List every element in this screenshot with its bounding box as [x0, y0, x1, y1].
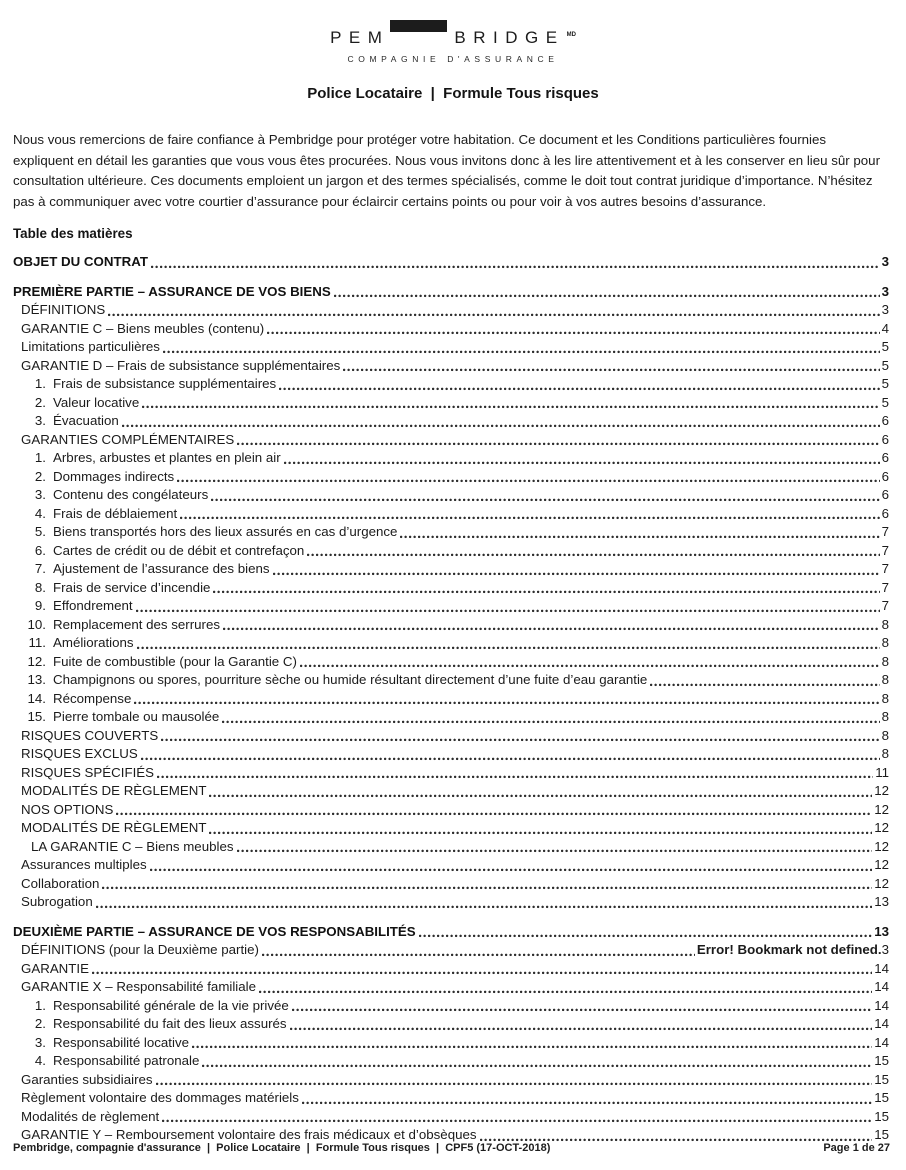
- toc-entry-number: 10.: [27, 616, 46, 632]
- dotted-leader: [96, 905, 872, 909]
- dotted-leader: [192, 1045, 872, 1049]
- toc: [13, 253, 889, 1145]
- dotted-leader: [136, 609, 880, 613]
- dotted-leader: [262, 953, 695, 957]
- toc-entry-page: 8: [881, 616, 889, 632]
- toc-entry-label: Limitations particulières: [21, 339, 160, 355]
- toc-entry-page: 5: [881, 394, 889, 410]
- toc-entry-number: 2.: [34, 394, 46, 410]
- toc-entry[interactable]: [13, 745, 889, 764]
- dotted-leader: [259, 990, 872, 994]
- toc-entry-label: Frais de subsistance supplémentaires: [53, 376, 277, 392]
- toc-entry-number: 6.: [34, 542, 46, 558]
- toc-entry-label: Fuite de combustible (pour la Garantie C): [53, 653, 297, 669]
- toc-entry-page: 7: [881, 524, 889, 540]
- toc-entry[interactable]: [13, 941, 889, 960]
- brand-right-text: BRIDGE: [454, 28, 565, 47]
- dotted-leader: [150, 868, 873, 872]
- dotted-leader: [334, 294, 880, 298]
- toc-entry[interactable]: [13, 320, 889, 339]
- toc-entry-number: 14.: [27, 690, 46, 706]
- dotted-leader: [137, 646, 880, 650]
- toc-entry-number: 15.: [27, 709, 46, 725]
- dotted-leader: [267, 331, 879, 335]
- dotted-leader: [419, 934, 873, 938]
- toc-entry-label: GARANTIE C – Biens meubles (contenu): [21, 320, 265, 336]
- toc-entry[interactable]: [13, 708, 889, 727]
- dotted-leader: [108, 313, 879, 317]
- toc-entry-label: Valeur locative: [53, 394, 140, 410]
- toc-entry-label: OBJET DU CONTRAT: [13, 254, 148, 270]
- toc-entry-label: Biens transportés hors des lieux assurés en cas d’urgence: [53, 524, 398, 540]
- dotted-leader: [290, 1027, 873, 1031]
- dotted-leader: [300, 664, 880, 668]
- toc-entry-page: 4: [881, 320, 889, 336]
- toc-entry[interactable]: [13, 893, 889, 912]
- toc-entry-page: 15: [874, 1090, 889, 1106]
- dotted-leader: [161, 738, 879, 742]
- toc-entry[interactable]: [13, 782, 889, 801]
- toc-entry-page: 5: [881, 339, 889, 355]
- dotted-leader: [209, 831, 872, 835]
- toc-entry-page: 8: [881, 653, 889, 669]
- toc-entry[interactable]: [13, 301, 889, 320]
- toc-entry-label: Arbres, arbustes et plantes en plein air: [53, 450, 281, 466]
- toc-entry-number: 7.: [34, 561, 46, 577]
- toc-entry[interactable]: [13, 960, 889, 979]
- toc-entry[interactable]: [13, 690, 889, 709]
- toc-entry-page: 14: [874, 997, 889, 1013]
- toc-entry-error-text: Error! Bookmark not defined.: [696, 942, 882, 958]
- intro-line: pas à communiquer avec votre courtier d’assurance pour éclaircir certains points ou pour voir à vos autres besoins d’assurance.: [13, 193, 767, 209]
- toc-entry[interactable]: [13, 283, 889, 302]
- toc-entry-label: Pierre tombale ou mausolée: [53, 709, 220, 725]
- dotted-leader: [211, 498, 879, 502]
- toc-entry[interactable]: [13, 1015, 889, 1034]
- toc-entry-label: Dommages indirects: [53, 468, 175, 484]
- toc-entry-number: 3.: [34, 413, 46, 429]
- toc-entry[interactable]: [13, 542, 889, 561]
- toc-entry[interactable]: [13, 856, 889, 875]
- toc-entry-label: NOS OPTIONS: [21, 801, 114, 817]
- toc-entry-label: DÉFINITIONS: [21, 302, 106, 318]
- toc-entry-label: DÉFINITIONS (pour la Deuxième partie): [21, 942, 259, 958]
- toc-entry-label: Améliorations: [53, 635, 134, 651]
- toc-entry-page: 5: [881, 376, 889, 392]
- dotted-leader: [151, 265, 880, 269]
- footer-document-info: Pembridge, compagnie d'assurance | Police Locataire | Formule Tous risques | CPF5 (17-OCT-2018): [13, 1142, 551, 1154]
- toc-entry-page: 7: [881, 542, 889, 558]
- toc-entry[interactable]: [13, 616, 889, 635]
- toc-entry[interactable]: [13, 653, 889, 672]
- toc-entry-page: 7: [881, 598, 889, 614]
- toc-entry[interactable]: [13, 671, 889, 690]
- toc-entry-page: 8: [881, 709, 889, 725]
- toc-entry[interactable]: [13, 923, 889, 942]
- toc-entry-label: RISQUES COUVERTS: [21, 727, 159, 743]
- dotted-leader: [134, 701, 879, 705]
- toc-entry-label: Collaboration: [21, 875, 100, 891]
- toc-entry-page: 6: [881, 505, 889, 521]
- toc-entry-page: 8: [881, 635, 889, 651]
- toc-entry-number: 5.: [34, 524, 46, 540]
- toc-entry-number: 9.: [34, 598, 46, 614]
- toc-entry-number: 3.: [34, 487, 46, 503]
- dotted-leader: [302, 1101, 872, 1105]
- toc-entry-page: 3: [881, 302, 889, 318]
- toc-entry-label: Responsabilité patronale: [53, 1053, 200, 1069]
- toc-entry-number: 3.: [34, 1034, 46, 1050]
- toc-entry[interactable]: [13, 819, 889, 838]
- toc-entry-page: 6: [881, 487, 889, 503]
- dotted-leader: [180, 516, 879, 520]
- toc-entry-label: MODALITÉS DE RÈGLEMENT: [21, 783, 207, 799]
- toc-entry-page: 12: [874, 857, 889, 873]
- dotted-leader: [650, 683, 879, 687]
- toc-entry-number: 4.: [34, 1053, 46, 1069]
- toc-entry-label: Modalités de règlement: [21, 1108, 160, 1124]
- toc-entry-page: 12: [874, 801, 889, 817]
- toc-entry-page: 13: [874, 894, 889, 910]
- bridge-bar-icon: [390, 20, 447, 32]
- toc-entry-label: Subrogation: [21, 894, 93, 910]
- toc-entry-label: Assurances multiples: [21, 857, 147, 873]
- toc-entry-label: Champignons ou spores, pourriture sèche ou humide résultant directement d’une fuite d’eau garantie: [53, 672, 648, 688]
- brand-left-text: PEM: [330, 28, 390, 47]
- toc-entry-label: Effondrement: [53, 598, 133, 614]
- toc-entry-label: RISQUES SPÉCIFIÉS: [21, 764, 155, 780]
- toc-entry-number: 8.: [34, 579, 46, 595]
- toc-entry[interactable]: [13, 1071, 889, 1090]
- toc-entry[interactable]: [13, 468, 889, 487]
- toc-heading: Table des matières: [13, 226, 133, 242]
- dotted-leader: [177, 479, 879, 483]
- toc-entry-label: GARANTIE D – Frais de subsistance supplémentaires: [21, 357, 341, 373]
- toc-entry-label: Récompense: [53, 690, 132, 706]
- toc-entry[interactable]: [13, 375, 889, 394]
- dotted-leader: [237, 849, 873, 853]
- toc-entry-number: 11.: [28, 635, 46, 651]
- toc-entry-page: 6: [881, 450, 889, 466]
- toc-entry[interactable]: [13, 764, 889, 783]
- toc-entry[interactable]: [13, 801, 889, 820]
- dotted-leader: [273, 572, 880, 576]
- toc-entry[interactable]: [13, 486, 889, 505]
- toc-entry[interactable]: [13, 875, 889, 894]
- toc-entry-label: Frais de déblaiement: [53, 505, 178, 521]
- toc-entry[interactable]: [13, 1089, 889, 1108]
- toc-entry-page: 5: [881, 357, 889, 373]
- toc-entry-label: RISQUES EXCLUS: [21, 746, 138, 762]
- toc-entry-label: Ajustement de l’assurance des biens: [53, 561, 270, 577]
- toc-entry-label: Contenu des congélateurs: [53, 487, 209, 503]
- intro-paragraph: [13, 130, 890, 212]
- dotted-leader: [157, 775, 873, 779]
- dotted-leader: [222, 720, 879, 724]
- toc-entry[interactable]: [13, 357, 889, 376]
- toc-entry-label: GARANTIES COMPLÉMENTAIRES: [21, 431, 235, 447]
- toc-entry-number: 12.: [27, 653, 46, 669]
- toc-entry-page: 15: [874, 1071, 889, 1087]
- toc-entry-label: Cartes de crédit ou de débit et contrefaçon: [53, 542, 305, 558]
- toc-entry-number: 2.: [34, 1016, 46, 1032]
- toc-entry-label: LA GARANTIE C – Biens meubles: [31, 838, 234, 854]
- document-title: Police Locataire | Formule Tous risques: [307, 85, 599, 102]
- toc-entry-number: 1.: [34, 450, 46, 466]
- toc-entry-page: 8: [881, 672, 889, 688]
- toc-entry-page: 8: [881, 746, 889, 762]
- trademark-superscript: MD: [566, 32, 576, 38]
- intro-line: Nous vous remercions de faire confiance à Pembridge pour protéger votre habitation. Ce document et les Conditions particulières fournies: [13, 132, 827, 147]
- dotted-leader: [209, 794, 872, 798]
- toc-entry-page: 6: [881, 431, 889, 447]
- toc-entry-label: GARANTIE X – Responsabilité familiale: [21, 979, 257, 995]
- toc-entry[interactable]: [13, 449, 889, 468]
- toc-entry-page: 12: [874, 838, 889, 854]
- dotted-leader: [223, 627, 880, 631]
- toc-entry-number: 4.: [34, 505, 46, 521]
- intro-line: expliquent en détail les garanties que vous vous êtes procurées. Nous vous invitons donc à les lire attentivement et à les conserver en lieu sûr pour: [13, 152, 881, 168]
- toc-entry-page: 15: [874, 1108, 889, 1124]
- toc-entry-label: Responsabilité locative: [53, 1034, 190, 1050]
- intro-line: consultation ultérieure. Ces documents emploient un jargon et des termes spécialisés, comme le doit tout contrat juridique d’importance. N’hésitez: [13, 173, 873, 189]
- toc-entry[interactable]: [13, 560, 889, 579]
- toc-entry[interactable]: [13, 1034, 889, 1053]
- dotted-leader: [102, 886, 872, 890]
- dotted-leader: [307, 553, 879, 557]
- toc-entry[interactable]: [13, 978, 889, 997]
- dotted-leader: [279, 387, 879, 391]
- toc-entry[interactable]: [13, 838, 889, 857]
- toc-entry-number: 1.: [34, 997, 46, 1013]
- dotted-leader: [163, 350, 880, 354]
- toc-entry-page: 12: [874, 783, 889, 799]
- dotted-leader: [237, 442, 879, 446]
- dotted-leader: [400, 535, 879, 539]
- toc-entry-page: 3: [881, 942, 889, 958]
- toc-entry-number: 1.: [34, 376, 46, 392]
- toc-entry[interactable]: [13, 997, 889, 1016]
- toc-entry-label: Garanties subsidiaires: [21, 1071, 153, 1087]
- toc-entry[interactable]: [13, 431, 889, 450]
- footer-page-number: Page 1 de 27: [823, 1142, 890, 1154]
- toc-entry-label: GARANTIE Y – Remboursement volontaire des frais médicaux et d’obsèques: [21, 1127, 477, 1143]
- toc-entry-label: PREMIÈRE PARTIE – ASSURANCE DE VOS BIENS: [13, 283, 331, 299]
- toc-entry[interactable]: [13, 394, 889, 413]
- toc-entry[interactable]: [13, 579, 889, 598]
- toc-entry-number: 2.: [34, 468, 46, 484]
- logo-tagline: COMPAGNIE D'ASSURANCE: [347, 54, 559, 64]
- toc-entry-page: 14: [874, 960, 889, 976]
- dotted-leader: [284, 461, 880, 465]
- toc-entry-page: 12: [874, 820, 889, 836]
- dotted-leader: [202, 1064, 872, 1068]
- toc-entry-number: 13.: [27, 672, 46, 688]
- toc-entry-label: GARANTIE: [21, 960, 89, 976]
- toc-entry[interactable]: [13, 597, 889, 616]
- toc-entry-page: 7: [881, 561, 889, 577]
- toc-entry-page: 15: [874, 1053, 889, 1069]
- toc-entry-label: Responsabilité générale de la vie privée: [53, 997, 289, 1013]
- toc-entry[interactable]: [13, 1052, 889, 1071]
- toc-entry-page: 12: [874, 875, 889, 891]
- toc-entry[interactable]: [13, 338, 889, 357]
- toc-entry-page: 13: [874, 923, 889, 939]
- dotted-leader: [122, 424, 880, 428]
- dotted-leader: [162, 1119, 872, 1123]
- toc-entry[interactable]: [13, 727, 889, 746]
- toc-entry-page: 6: [881, 413, 889, 429]
- toc-entry[interactable]: [13, 253, 889, 272]
- brand-wordmark: [0, 20, 906, 48]
- dotted-leader: [292, 1008, 872, 1012]
- toc-entry-page: 14: [874, 1034, 889, 1050]
- toc-entry-page: 8: [881, 690, 889, 706]
- toc-entry-page: 3: [881, 254, 889, 270]
- dotted-leader: [92, 971, 872, 975]
- toc-entry-page: 6: [881, 468, 889, 484]
- dotted-leader: [116, 812, 872, 816]
- dotted-leader: [343, 368, 879, 372]
- dotted-leader: [156, 1082, 873, 1086]
- toc-entry-page: 11: [875, 764, 889, 780]
- toc-entry-page: 14: [874, 1016, 889, 1032]
- pembridge-logo: [0, 20, 906, 64]
- toc-entry[interactable]: [13, 412, 889, 431]
- dotted-leader: [213, 590, 879, 594]
- toc-entry[interactable]: [13, 634, 889, 653]
- toc-entry-page: 3: [881, 283, 889, 299]
- dotted-leader: [142, 405, 879, 409]
- toc-entry-label: Évacuation: [53, 413, 119, 429]
- toc-entry-label: Remplacement des serrures: [53, 616, 221, 632]
- toc-entry-page: 14: [874, 979, 889, 995]
- toc-entry-label: Frais de service d’incendie: [53, 579, 211, 595]
- toc-entry-label: Responsabilité du fait des lieux assurés: [53, 1016, 287, 1032]
- toc-entry-label: MODALITÉS DE RÈGLEMENT: [21, 820, 207, 836]
- page-footer: [13, 1142, 890, 1154]
- toc-entry-page: 7: [881, 579, 889, 595]
- toc-entry-page: 15: [874, 1127, 889, 1143]
- toc-entry[interactable]: [13, 1108, 889, 1127]
- dotted-leader: [141, 757, 880, 761]
- toc-entry[interactable]: [13, 523, 889, 542]
- toc-entry-page: 8: [881, 727, 889, 743]
- toc-entry-label: Règlement volontaire des dommages matériels: [21, 1090, 299, 1106]
- toc-entry[interactable]: [13, 505, 889, 524]
- toc-entry-label: DEUXIÈME PARTIE – ASSURANCE DE VOS RESPONSABILITÉS: [13, 923, 416, 939]
